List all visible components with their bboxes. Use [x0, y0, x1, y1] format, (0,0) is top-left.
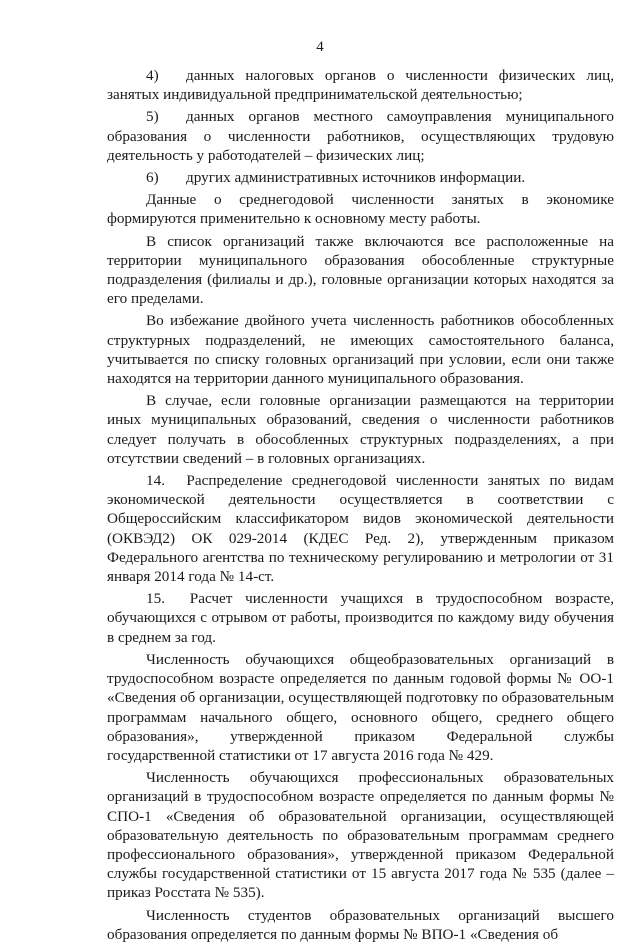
- document-body: [107, 66, 614, 947]
- paragraph: В случае, если головные организации размещаются на территории иных муниципальных образований, сведения о численности работников следует получать в обособленных структурных подразделениях, а при отсутствии сведений – в головных организациях.: [107, 392, 614, 467]
- list-item: [107, 168, 614, 187]
- section-number: 14.: [146, 472, 165, 490]
- section-14: [107, 471, 614, 586]
- section-number: 15.: [146, 590, 165, 608]
- section-text: Расчет численности учащихся в трудоспособном возрасте, обучающихся с отрывом от работы, производится по каждому виду обучения в среднем за год.: [107, 590, 614, 646]
- list-item: [107, 66, 614, 104]
- paragraph: Численность обучающихся общеобразовательных организаций в трудоспособном возрасте определяется по данным годовой формы № ОО-1 «Сведения об организации, осуществляющей подготовку по образовательным программам начального общего, основного общего, среднего общего образования», утвержденной приказом Федеральной службы государственной статистики от 17 августа 2016 года № 429.: [107, 650, 614, 764]
- page-number: 4: [316, 39, 324, 55]
- paragraph: Во избежание двойного учета численность работников обособленных структурных подразделений, не имеющих самостоятельного баланса, учитывается по списку головных организаций при условии, если они также находятся на территории данного муниципального образования.: [107, 312, 614, 388]
- list-item-text: других административных источников информации.: [186, 169, 526, 187]
- paragraph: Численность обучающихся профессиональных образовательных организаций в трудоспособном возрасте определяется по данным формы № СПО-1 «Сведения об образовательной организации, осуществляющей образовательную деятельность по образовательным программам среднего профессионального образования», утвержденной приказом Федеральной службы государственной статистики от 15 августа 2017 года № 535 (далее – приказ Росстата № 535).: [107, 769, 614, 902]
- list-item-text: данных органов местного самоуправления муниципального образования о численности работников, осуществляющих трудовую деятельность у работодателей – физических лиц;: [107, 108, 614, 164]
- section-text: Распределение среднегодовой численности занятых по видам экономической деятельности осуществляется в соответствии с Общероссийским классификатором видов экономической деятельности (ОКВЭД2) ОК 029-2014 (КДЕС Ред. 2), утвержденным приказом Федерального агентства по техническому регулированию и метрологии от 31 января 2014 года № 14-ст.: [107, 472, 615, 586]
- paragraph: Данные о среднегодовой численности занятых в экономике формируются применительно к основному месту работы.: [107, 191, 614, 228]
- list-item-number: 4): [146, 67, 159, 84]
- list-item: [107, 107, 614, 165]
- list-item-number: 6): [146, 169, 159, 187]
- section-15: [107, 589, 614, 647]
- paragraph: В список организаций также включаются все расположенные на территории муниципального образования обособленные структурные подразделения (филиалы и др.), головные организации которых находятся за его пределами.: [107, 232, 614, 308]
- list-item-number: 5): [146, 108, 159, 126]
- paragraph: Численность студентов образовательных организаций высшего образования определяется по данным формы № ВПО-1 «Сведения об: [107, 906, 614, 943]
- list-item-text: данных налоговых органов о численности физических лиц, занятых индивидуальной предпринимательской деятельностью;: [107, 67, 614, 104]
